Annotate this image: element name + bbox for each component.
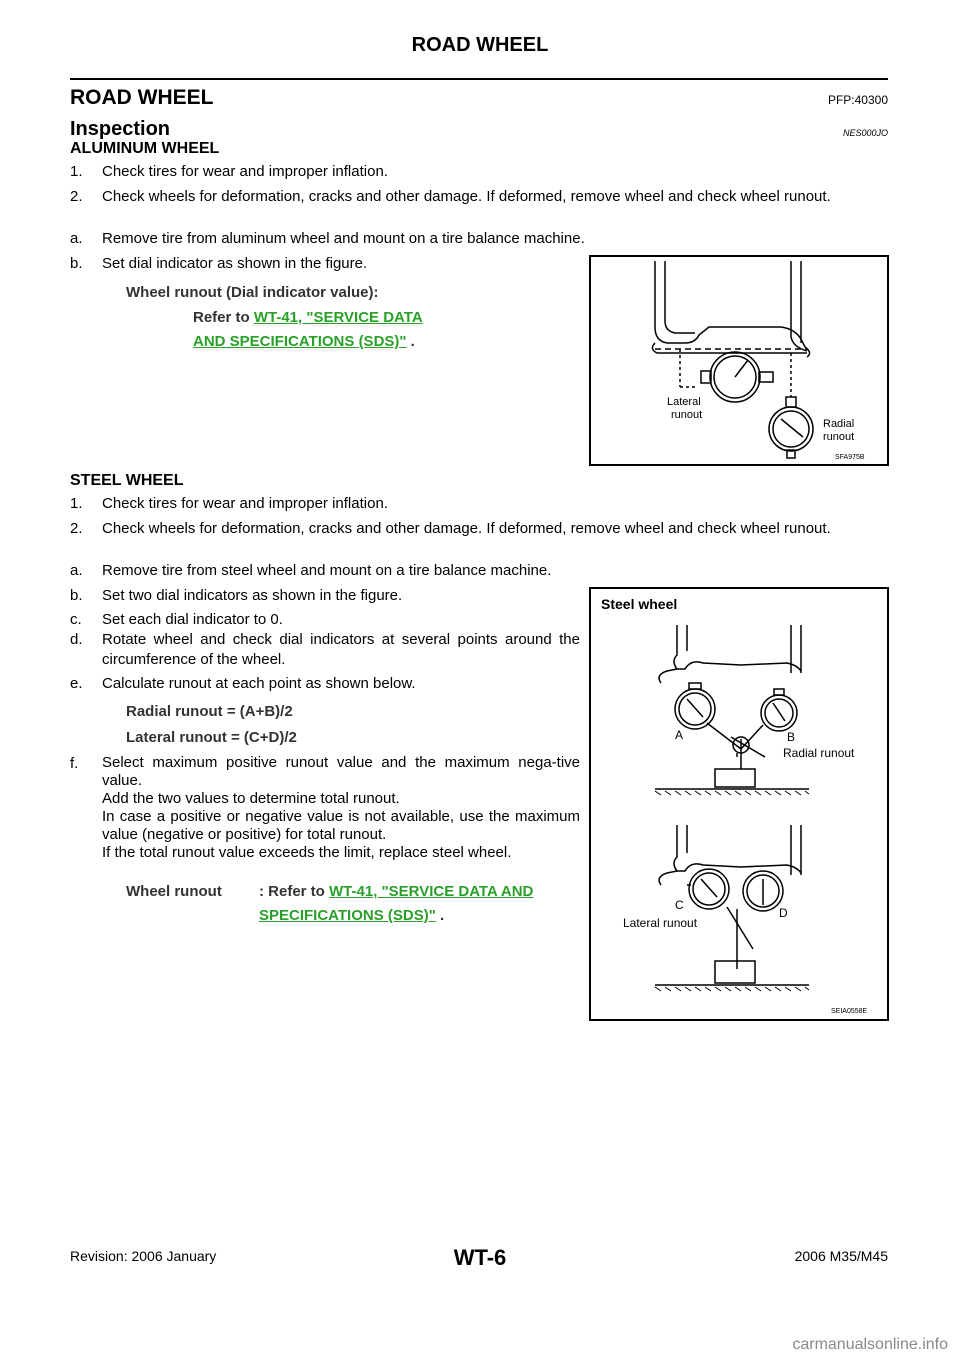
step-number: 1. (70, 495, 83, 512)
step-text: Check tires for wear and improper inflation. (102, 495, 388, 512)
section-title: ROAD WHEEL (70, 86, 214, 109)
step-number: f. (70, 755, 79, 772)
step-number: c. (70, 611, 82, 628)
step-line: Add the two values to determine total runout. (102, 790, 400, 807)
sds-link-cont[interactable]: SPECIFICATIONS (SDS)" (259, 907, 436, 924)
wheel-runout-reference (259, 880, 533, 928)
radial-label-2: runout (823, 431, 855, 443)
refer-end: . (435, 907, 445, 924)
aluminum-wheel-figure (589, 255, 889, 466)
inspection-title: Inspection (70, 118, 171, 140)
figure-title: Steel wheel (601, 596, 678, 612)
refer-text: Refer to (193, 309, 254, 326)
aluminum-spec-reference (193, 306, 423, 354)
step-text: Check wheels for deformation, cracks and other damage. If deformed, remove wheel and check wheel runout. (102, 188, 831, 205)
step-number: a. (70, 562, 83, 579)
aluminum-heading: ALUMINUM WHEEL (70, 140, 220, 157)
lateral-label-2: runout (671, 409, 703, 421)
step-text: Set two dial indicators as shown in the figure. (102, 587, 403, 604)
aluminum-step (70, 254, 580, 274)
step-number: 2. (70, 520, 83, 537)
steel-step (70, 674, 580, 694)
step-number: e. (70, 675, 83, 692)
header-divider (70, 78, 888, 80)
radial-runout-label: Radial runout (783, 746, 855, 760)
step-text (102, 754, 580, 862)
steel-step (70, 561, 888, 581)
step-text: Calculate runout at each point as shown below. (102, 675, 416, 692)
sds-link[interactable]: WT-41, "SERVICE DATA AND (329, 883, 534, 900)
sds-link[interactable]: WT-41, "SERVICE DATA (253, 309, 423, 326)
point-b-label: B (787, 730, 796, 744)
step-number: b. (70, 255, 83, 272)
aluminum-step (70, 187, 888, 207)
figure-code: SFA975B (835, 454, 865, 461)
step-number: b. (70, 587, 83, 604)
aluminum-step (70, 162, 888, 182)
step-text: Rotate wheel and check dial indicators at several points around the circumference of the wheel. (102, 631, 580, 668)
point-a-label: A (675, 728, 684, 742)
lateral-label-1: Lateral (667, 396, 701, 408)
steel-heading: STEEL WHEEL (70, 472, 184, 489)
step-text: Check tires for wear and improper inflation. (102, 163, 388, 180)
refer-end: . (406, 333, 415, 350)
step-number: d. (70, 631, 83, 648)
step-number: 2. (70, 188, 83, 205)
radial-label-1: Radial (823, 418, 855, 430)
watermark: carmanualsonline.info (792, 1336, 948, 1353)
page-header-title: ROAD WHEEL (411, 34, 549, 56)
lateral-runout-formula: Lateral runout = (C+D)/2 (126, 729, 297, 746)
step-line: In case a positive or negative value is not available, use the maximum value (negative or positive) for total runout. (102, 808, 580, 843)
point-d-label: D (779, 906, 788, 920)
steel-step (70, 630, 580, 670)
page-number: WT-6 (453, 1245, 507, 1270)
steel-step (70, 586, 580, 606)
step-number: 1. (70, 163, 83, 180)
figure-code: SEIA0558E (831, 1008, 868, 1015)
sds-link-cont[interactable]: AND SPECIFICATIONS (SDS)" (193, 333, 407, 350)
point-c-label: C (675, 898, 684, 912)
model-text: 2006 M35/M45 (794, 1248, 888, 1264)
steel-wheel-figure (589, 587, 889, 1021)
section-code: PFP:40300 (827, 93, 888, 107)
refer-text: : Refer to (259, 883, 330, 900)
aluminum-spec-label: Wheel runout (Dial indicator value): (126, 284, 379, 301)
two-dial-indicator-diagram (591, 589, 887, 1019)
steel-step (70, 610, 580, 630)
radial-runout-formula: Radial runout = (A+B)/2 (126, 703, 293, 720)
revision-text: Revision: 2006 January (70, 1248, 217, 1264)
lateral-runout-label: Lateral runout (623, 916, 698, 930)
step-text: Set each dial indicator to 0. (102, 611, 283, 628)
step-text: Remove tire from steel wheel and mount on a tire balance machine. (102, 562, 552, 579)
step-number: a. (70, 230, 83, 247)
step-text: Check wheels for deformation, cracks and other damage. If deformed, remove wheel and check wheel runout. (102, 520, 831, 537)
aluminum-step (70, 229, 888, 249)
step-text: Set dial indicator as shown in the figure. (102, 255, 368, 272)
inspection-code: NES000JO (842, 128, 888, 138)
step-text: Remove tire from aluminum wheel and mount on a tire balance machine. (102, 230, 585, 247)
steel-step-f (70, 754, 580, 862)
steel-step (70, 519, 888, 539)
step-line: Select maximum positive runout value and the maximum nega-tive value. (102, 754, 580, 789)
wheel-runout-label: Wheel runout (126, 883, 222, 900)
step-line: If the total runout value exceeds the limit, replace steel wheel. (102, 844, 512, 861)
dial-indicator-diagram (591, 257, 887, 464)
steel-step (70, 494, 888, 514)
